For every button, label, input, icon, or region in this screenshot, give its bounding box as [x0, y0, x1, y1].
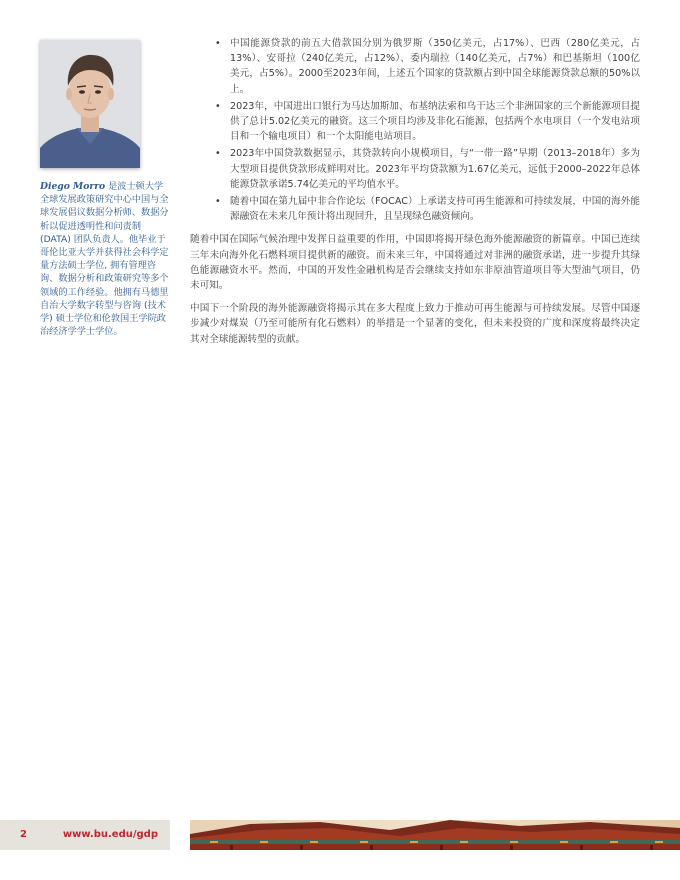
author-bio-text: 是波士顿大学全球发展政策研究中心中国与全球发展倡议数据分析师、数据分析以促进透明性和问责制 (DATA) 团队负责人。他毕业于哥伦比亚大学并获得社会科学定量方法硕士学位, 拥有管理咨询、数据分析和政策研究等多个领域的工作经验。他拥有马德里自治大学数字转型与咨询 (技术学) 硕士学位和伦敦国王学院政治经济学学士学位。: [40, 181, 169, 338]
list-item-text: 2023年，中国进出口银行为马达加斯加、布基纳法索和乌干达三个非洲国家的三个新能源项目提供了总计5.02亿美元的融资。这三个项目均涉及非化石能源，包括两个水电项目（一个发电站项目和一个输电项目）和一个太阳能电站项目。: [230, 100, 640, 143]
key-findings-list: [190, 36, 640, 224]
footer-band: [0, 820, 170, 850]
temple-roof-image: [190, 820, 680, 850]
bullet-icon: •: [215, 148, 221, 160]
bullet-icon: •: [215, 100, 221, 112]
footer-url-link[interactable]: www.bu.edu/gdp: [62, 829, 158, 840]
list-item: [215, 99, 640, 145]
author-photo: [40, 40, 140, 168]
author-bio: [40, 180, 172, 338]
list-item-text: 2023年中国贷款数据显示，其贷款转向小规模项目，与“一带一路”早期（2013–2018年）多为大型项目提供贷款形成鲜明对比。2023年平均贷款额为1.67亿美元，远低于2000–2022年总体能源贷款承诺5.74亿美元的平均值水平。: [230, 148, 640, 190]
list-item-text: 中国能源贷款的前五大借款国分别为俄罗斯（350亿美元，占17%）、巴西（280亿美元，占13%）、安哥拉（240亿美元，占12%）、委内瑞拉（140亿美元，占7%）和巴基斯坦（100亿美元，占5%）。2000至2023年间，上述五个国家的贷款额占到中国全球能源贷款总额的50%以上。: [230, 38, 640, 95]
main-content: [190, 36, 640, 347]
list-item: [215, 36, 640, 97]
footer-architecture-image: [190, 820, 680, 850]
list-item-text: 随着中国在第九届中非合作论坛（FOCAC）上承诺支持可再生能源和可持续发展，中国的海外能源融资在未来几年预计将出现回升，且呈现绿色融资倾向。: [230, 196, 640, 223]
body-paragraph: 随着中国在国际气候治理中发挥日益重要的作用，中国即将揭开绿色海外能源融资的新篇章。中国已连续三年未向海外化石燃料项目提供新的融资。而未来三年，中国将通过对非洲的融资承诺，进一步提升其绿色能源融资水平。然而，中国的开发性金融机构是否会继续支持如东非原油管道项目等大型油气项目，仍未可知。: [190, 234, 640, 292]
author-portrait-image: [40, 40, 140, 168]
page-number: 2: [20, 829, 27, 840]
list-item: [215, 146, 640, 192]
author-name: Diego Morro: [40, 181, 106, 192]
body-paragraph: 中国下一个阶段的海外能源融资将揭示其在多大程度上致力于推动可再生能源与可持续发展。尽管中国逐步减少对煤炭（乃至可能所有化石燃料）的举措是一个显著的变化，但未来投资的广度和深度将最终决定其对全球能源转型的贡献。: [190, 303, 640, 345]
list-item: [215, 194, 640, 224]
bullet-icon: •: [215, 196, 221, 208]
bullet-icon: •: [215, 38, 221, 49]
author-sidebar: [40, 40, 172, 338]
